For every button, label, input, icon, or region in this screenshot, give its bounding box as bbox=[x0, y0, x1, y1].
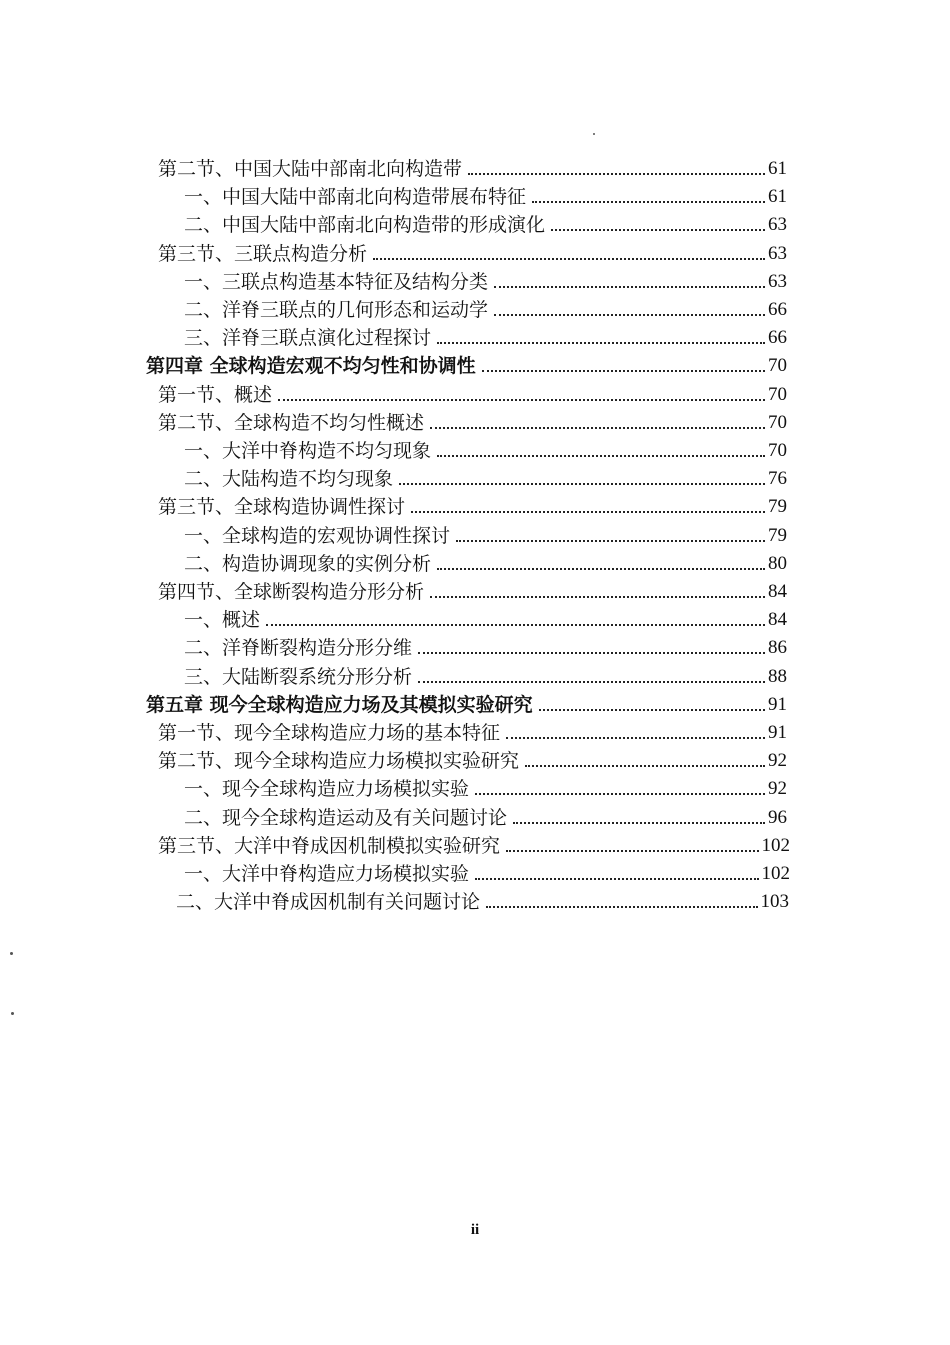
toc-entry-title: 二、洋脊三联点的几何形态和运动学 bbox=[184, 299, 489, 321]
toc-entry-title: 一、大洋中脊构造不均匀现象 bbox=[184, 440, 432, 462]
toc-entry-title: 第三节、全球构造协调性探讨 bbox=[158, 496, 406, 519]
dot-leader bbox=[475, 877, 758, 880]
toc-entry-page-number: 66 bbox=[768, 327, 787, 349]
toc-entry-page-number: 70 bbox=[768, 411, 787, 433]
dot-leader bbox=[456, 539, 765, 542]
toc-entry-page-number: 86 bbox=[768, 637, 787, 659]
toc-entry-section bbox=[158, 717, 787, 745]
toc-entry-item bbox=[184, 435, 787, 463]
toc-entry-item bbox=[184, 181, 787, 209]
toc-entry-title: 第二节、中国大陆中部南北向构造带 bbox=[158, 158, 463, 180]
dot-leader bbox=[399, 482, 765, 485]
toc-entry-section bbox=[158, 153, 787, 181]
toc-entry-title: 二、洋脊断裂构造分形分维 bbox=[184, 637, 413, 660]
dot-leader bbox=[437, 567, 765, 570]
toc-entry-item bbox=[184, 858, 790, 886]
toc-entry-page-number: 91 bbox=[768, 722, 787, 743]
toc-entry-page-number: 76 bbox=[768, 468, 787, 490]
dot-leader bbox=[411, 510, 765, 513]
dot-leader bbox=[551, 228, 765, 231]
dot-leader bbox=[278, 398, 765, 401]
toc-entry-item bbox=[184, 632, 787, 660]
dot-leader bbox=[513, 821, 765, 824]
page-folio: ii bbox=[470, 1222, 480, 1238]
toc-entry-title: 第一节、概述 bbox=[158, 383, 273, 406]
toc-entry-item bbox=[176, 886, 789, 914]
dot-leader bbox=[506, 736, 765, 739]
toc-entry-item bbox=[184, 463, 787, 491]
toc-entry-page-number: 102 bbox=[761, 863, 790, 884]
toc-entry-item bbox=[184, 294, 787, 322]
dot-leader bbox=[430, 595, 765, 598]
toc-entry-section bbox=[158, 407, 787, 435]
toc-entry-title: 一、概述 bbox=[184, 609, 261, 632]
toc-entry-page-number: 84 bbox=[768, 581, 787, 602]
toc-entry-page-number: 103 bbox=[760, 891, 789, 913]
toc-entry-title: 第三节、三联点构造分析 bbox=[158, 242, 368, 265]
toc-entry-section bbox=[158, 830, 790, 858]
toc-entry-item bbox=[184, 802, 787, 830]
toc-entry-title: 一、全球构造的宏观协调性探讨 bbox=[184, 524, 451, 547]
dot-leader bbox=[418, 651, 765, 654]
toc-entry-item bbox=[184, 604, 787, 632]
scan-speck bbox=[10, 952, 13, 955]
toc-entry-page-number: 80 bbox=[768, 552, 787, 574]
dot-leader bbox=[475, 792, 765, 795]
toc-entry-section bbox=[158, 745, 787, 773]
toc-entry-title: 第二节、现今全球构造应力场模拟实验研究 bbox=[158, 750, 520, 773]
dot-leader bbox=[468, 172, 765, 175]
toc-entry-page-number: 61 bbox=[768, 158, 787, 179]
toc-entry-title: 一、现今全球构造应力场模拟实验 bbox=[184, 778, 470, 801]
toc-entry-section bbox=[158, 238, 787, 266]
toc-entry-title: 二、大陆构造不均匀现象 bbox=[184, 468, 394, 491]
toc-entry-title: 三、大陆断裂系统分形分析 bbox=[184, 665, 413, 688]
toc-entry-section bbox=[158, 491, 787, 519]
dot-leader bbox=[373, 257, 765, 260]
toc-entry-page-number: 102 bbox=[761, 834, 790, 856]
toc-entry-page-number: 61 bbox=[768, 186, 787, 208]
toc-entry-page-number: 92 bbox=[768, 750, 787, 772]
toc-entry-title: 一、中国大陆中部南北向构造带展布特征 bbox=[184, 186, 527, 209]
toc-entry-item bbox=[184, 661, 787, 689]
toc-entry-item bbox=[184, 773, 787, 801]
toc-entry-title: 第二节、全球构造不均匀性概述 bbox=[158, 411, 425, 434]
toc-entry-title: 一、大洋中脊构造应力场模拟实验 bbox=[184, 863, 470, 885]
toc-entry-item bbox=[184, 322, 787, 350]
toc-entry-page-number: 66 bbox=[768, 299, 787, 320]
toc-entry-page-number: 92 bbox=[768, 778, 787, 800]
toc-entry-page-number: 88 bbox=[768, 665, 787, 687]
toc-entry-title: 第一节、现今全球构造应力场的基本特征 bbox=[158, 722, 501, 744]
dot-leader bbox=[494, 313, 765, 316]
toc-entry-title: 二、中国大陆中部南北向构造带的形成演化 bbox=[184, 214, 546, 237]
toc-entry-section bbox=[158, 379, 787, 407]
toc-entry-title: 二、构造协调现象的实例分析 bbox=[184, 552, 432, 575]
dot-leader bbox=[494, 285, 765, 288]
toc-entry-page-number: 91 bbox=[768, 693, 787, 715]
toc-entry-page-number: 70 bbox=[768, 383, 787, 405]
toc-entry-page-number: 63 bbox=[768, 242, 787, 264]
dot-leader bbox=[482, 369, 765, 372]
toc-entry-title: 三、洋脊三联点演化过程探讨 bbox=[184, 327, 432, 350]
toc-entry-page-number: 84 bbox=[768, 609, 787, 631]
scan-speck bbox=[11, 1012, 14, 1015]
toc-entry-item bbox=[184, 520, 787, 548]
toc-entry-page-number: 70 bbox=[768, 440, 787, 461]
toc-entry-page-number: 63 bbox=[768, 270, 787, 292]
dot-leader bbox=[437, 454, 765, 457]
dot-leader bbox=[525, 764, 765, 767]
toc-entry-title: 一、三联点构造基本特征及结构分类 bbox=[184, 270, 489, 293]
dot-leader bbox=[437, 341, 765, 344]
toc-entry-title: 第四节、全球断裂构造分形分析 bbox=[158, 581, 425, 603]
toc-entry-title: 第五章 现今全球构造应力场及其模拟实验研究 bbox=[146, 693, 533, 716]
toc-entry-page-number: 79 bbox=[768, 496, 787, 518]
toc-entry-title: 二、大洋中脊成因机制有关问题讨论 bbox=[176, 891, 481, 914]
dot-leader bbox=[539, 708, 765, 711]
toc-entry-item bbox=[184, 209, 787, 237]
dot-leader bbox=[532, 200, 765, 203]
toc-entry-page-number: 70 bbox=[768, 355, 787, 377]
toc-entry-chapter bbox=[146, 689, 787, 717]
dot-leader bbox=[430, 426, 765, 429]
dot-leader bbox=[486, 905, 757, 908]
toc-entry-item bbox=[184, 266, 787, 294]
toc-entry-page-number: 63 bbox=[768, 214, 787, 236]
dot-leader bbox=[506, 849, 758, 852]
toc-entry-section bbox=[158, 576, 787, 604]
toc-entry-title: 第三节、大洋中脊成因机制模拟实验研究 bbox=[158, 834, 501, 857]
toc-entry-chapter bbox=[146, 350, 787, 378]
toc-entry-page-number: 79 bbox=[768, 524, 787, 546]
toc-entry-title: 二、现今全球构造运动及有关问题讨论 bbox=[184, 806, 508, 829]
scan-speck bbox=[593, 133, 595, 135]
dot-leader bbox=[418, 680, 765, 683]
toc-entry-page-number: 96 bbox=[768, 806, 787, 828]
dot-leader bbox=[266, 623, 765, 626]
toc-entry-item bbox=[184, 548, 787, 576]
toc-entry-title: 第四章 全球构造宏观不均匀性和协调性 bbox=[146, 355, 476, 378]
